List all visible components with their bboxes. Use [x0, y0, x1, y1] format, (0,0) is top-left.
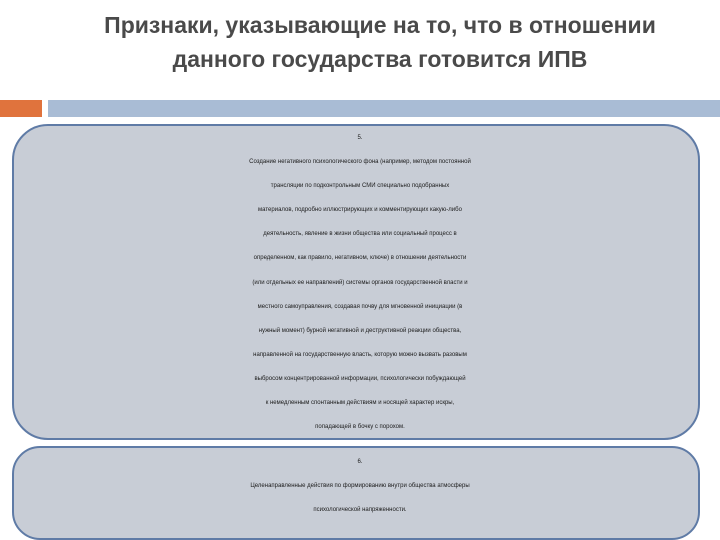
- sign-5-line: попадающей в бочку с порохом.: [315, 424, 405, 431]
- sign-6-text: [0, 450, 720, 522]
- sign-5-line: к немедленным спонтанным действиям и носящей характер искры,: [265, 400, 455, 407]
- sign-6-line: психологической напряженности.: [313, 507, 407, 514]
- title-line-1: Признаки, указывающие на то, что в отношении: [104, 12, 656, 38]
- sign-5-line: местного самоуправления, создавая почву для мгновенной инициации (в: [257, 303, 463, 310]
- sign-5-line: материалов, подробно иллюстрирующих и комментирующих какую-либо: [258, 207, 462, 214]
- sign-5-line: направленной на государственную власть, которую можно вызвать разовым: [253, 351, 467, 358]
- sign-6-line: Целенаправленные действия по формированию внутри общества атмосферы: [250, 483, 470, 490]
- sign-5-line: деятельность, явление в жизни общества или социальный процесс в: [263, 231, 457, 238]
- sign-5-line: трансляции по подконтрольным СМИ специально подобранных: [270, 183, 450, 190]
- sign-5-text: [0, 126, 720, 439]
- title-line-2: данного государства готовится ИПВ: [172, 46, 588, 72]
- accent-bar-blue: [48, 100, 720, 117]
- sign-5-line: нужный момент) бурной негативной и деструктивной реакции общества,: [258, 327, 462, 334]
- sign-5-number: 5.: [357, 135, 363, 141]
- accent-bar-orange: [0, 100, 42, 117]
- sign-5-line: Создание негативного психологического фона (например, методом постоянной: [249, 159, 471, 166]
- slide-title: [60, 8, 700, 76]
- sign-5-line: (или отдельных ее направлений) системы органов государственной власти и: [252, 279, 468, 286]
- sign-5-line: выбросом концентрированной информации, психологически побуждающей: [254, 375, 466, 382]
- sign-5-line: определенном, как правило, негативном, ключе) в отношении деятельности: [253, 255, 467, 262]
- sign-6-number: 6.: [357, 459, 363, 465]
